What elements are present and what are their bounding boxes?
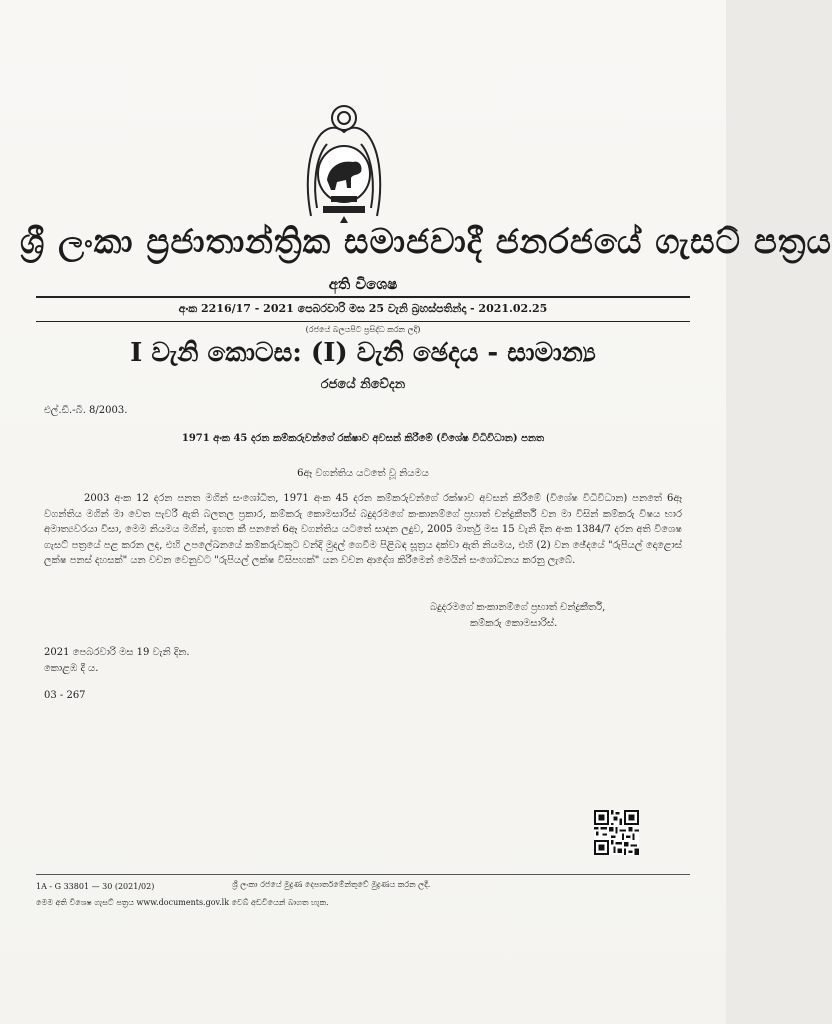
date-block: [44, 645, 190, 677]
signatory-name: බදුදරමගේ කංකානම්ගේ ප්‍රභාත් චන්ද්‍රකීර්ති,: [430, 602, 606, 613]
part-heading: I වැනි කොටස: (I) වැනි ඡෙදය - සාමාන්‍ය: [130, 338, 596, 368]
sri-lanka-emblem-icon: [301, 96, 387, 224]
footer-rule: [36, 874, 690, 875]
print-code: 1A - G 33801 — 30 (2021/02): [36, 882, 155, 891]
qr-code-icon: [594, 810, 639, 855]
notice-place: කොළඹ දී ය.: [44, 663, 99, 674]
download-note-prefix: මෙම අති විශෙෂ ගැසට් පත්‍රය: [36, 898, 137, 907]
header-rule-bottom: [36, 321, 690, 322]
header-rule-top: [36, 296, 690, 298]
act-title: 1971 අංක 45 දරන කම්කරුවන්ගේ රක්ෂාව අවසන් කිරීමේ (විශේෂ විධිවිධාන) පනත: [181, 433, 545, 444]
section-heading: රජයේ නිවේදන: [320, 377, 406, 392]
reference-number: එල්.ඩී.-බී. 8/2003.: [44, 405, 128, 416]
extraordinary-label: අති විශෙෂ: [328, 275, 398, 293]
download-note-suffix: වෙබ් අඩවියෙන් බාගත හැක.: [229, 898, 329, 907]
regulation-title: 6ඈ වගන්තිය යටතේ වූ නියමය: [297, 468, 429, 479]
published-by-authority: (රජයේ බලයපිට ප්‍රසිද්ධ කරන ලදි): [305, 325, 421, 334]
printer-note: ශ්‍රී ලංකා රජයේ මුද්‍රණ දෙපාර්තමේන්තුවේ මුද්‍රණය කරන ලදී.: [232, 880, 431, 889]
issue-line: අංක 2216/17 - 2021 පෙබරවාරි මස 25 වැනි බ්‍රහස්පතින්දා - 2021.02.25: [178, 302, 548, 315]
website-link[interactable]: www.documents.gov.lk: [136, 898, 230, 907]
signature-block: [430, 600, 670, 632]
notice-body: 2003 අංක 12 දරන පනත මගින් සංශෝධිත, 1971 අංක 45 දරන කම්කරුවන්ගේ රක්ෂාව අවසන් කිරීමේ (විශේෂ විධිවිධාන) පනතේ 6ඈ වගන්තිය මගින් මා වෙත පැවරී ඇති බලතල ප්‍රකාර, කම්කරු කොමසාරිස් බදුදරමගේ කංකානම්ගේ ප්‍රභාත් චන්ද්‍රකීර්ති වන මා විසින් කම්කරු විෂය භාර අමාත්‍යවරයා විසා, මෙම නියමය මගින්, ඉහත කී පනතේ 6ඈ වගන්තිය යටතේ සාදන ලදුව, 2005 මාර්තු මස 15 වැනි දින අංක 1384/7 දරන අති විශෙෂ ගැසට් පත්‍රයේ පළ කරන ලද, එහි උපලේඛනයේ කම්කරුවකුට වන්දි මුදල් ගෙවීම පිළිබඳ සූත්‍රය දක්වා ඇති නියමය, එහි (2) වන ඡේදයේ "රුපියල් දොළොස් ලක්ෂ පනස් දහසක්" යන වචන වෙනුවට "රුපියල් ලක්ෂ විසිපහක්" යන වචන ආදේශ කිරීමෙන් මෙයින් සංශෝධනය කරනු ලැබේ.: [44, 493, 682, 567]
page-code: 03 - 267: [44, 690, 86, 701]
gazette-title: ශ්‍රී ලංකා ප්‍රජාතාන්ත්‍රික සමාජවාදී ජනරජයේ ගැසට් පත්‍රය: [20, 222, 832, 262]
notice-date: 2021 පෙබරවාරි මස 19 වැනි දින.: [44, 647, 190, 658]
download-note: [36, 898, 329, 908]
signatory-title: කම්කරු කොමසාරිස්.: [470, 618, 558, 629]
